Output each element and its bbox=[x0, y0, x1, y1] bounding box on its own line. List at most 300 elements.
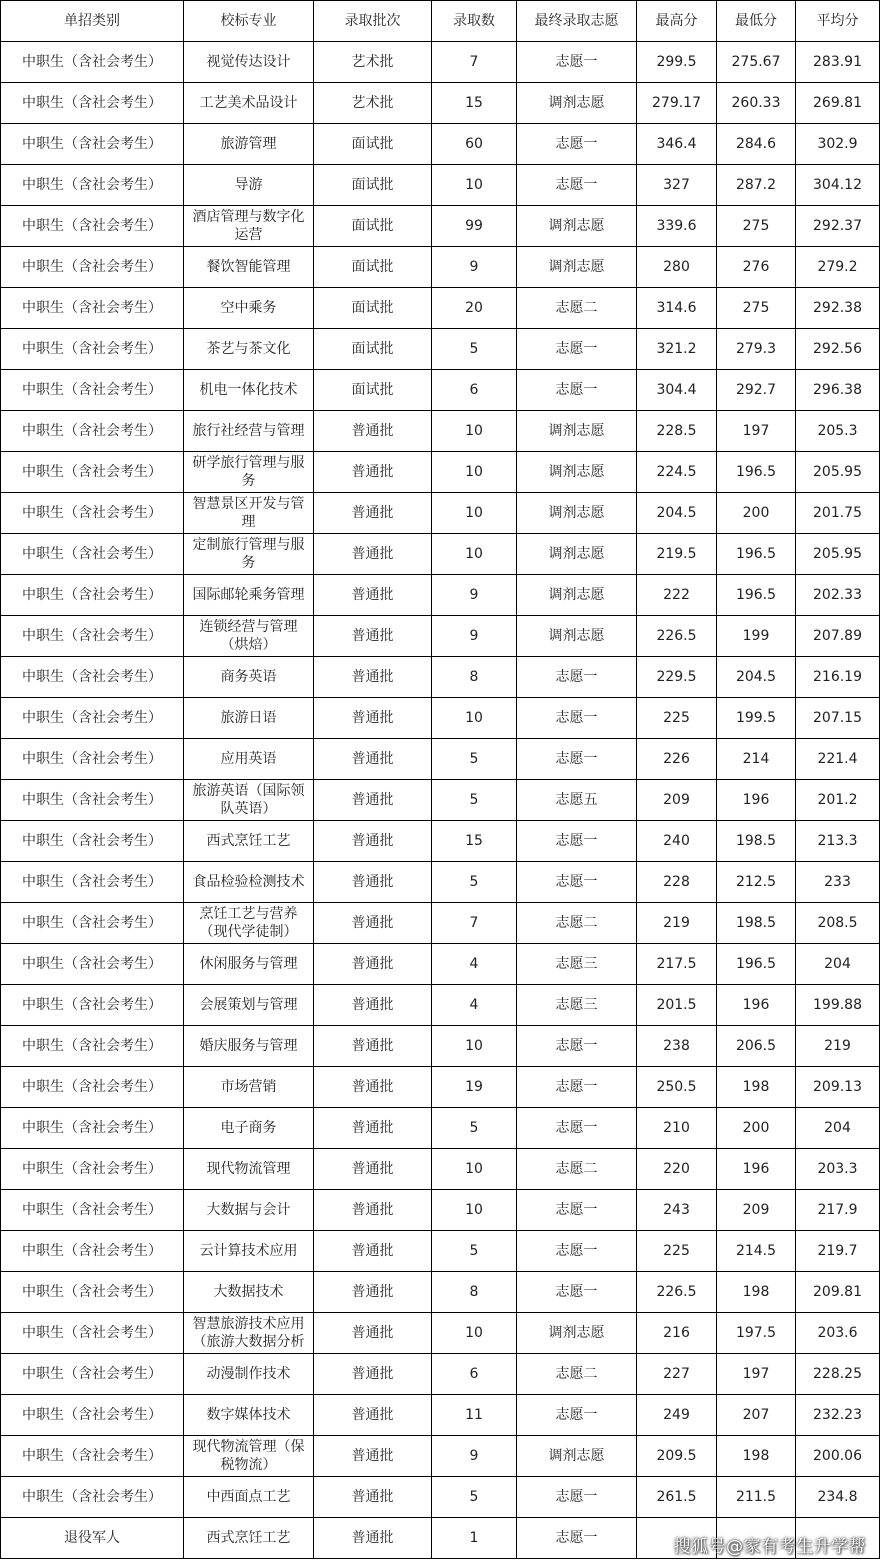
final-choice-cell: 志愿一 bbox=[517, 821, 637, 862]
batch-cell: 普通批 bbox=[314, 1518, 432, 1559]
min-score-cell: 207 bbox=[717, 1395, 796, 1436]
category-cell: 中职生（含社会考生） bbox=[1, 42, 184, 83]
count-cell: 8 bbox=[432, 657, 517, 698]
final-choice-cell: 志愿二 bbox=[517, 288, 637, 329]
category-cell: 中职生（含社会考生） bbox=[1, 247, 184, 288]
header-min-score: 最低分 bbox=[717, 1, 796, 42]
min-score-cell: 276 bbox=[717, 247, 796, 288]
max-score-cell: 224.5 bbox=[637, 452, 717, 493]
min-score-cell: 287.2 bbox=[717, 165, 796, 206]
min-score-cell: 260.33 bbox=[717, 83, 796, 124]
table-row bbox=[1, 165, 880, 206]
count-cell: 5 bbox=[432, 780, 517, 821]
max-score-cell: 227 bbox=[637, 1354, 717, 1395]
category-cell: 中职生（含社会考生） bbox=[1, 534, 184, 575]
batch-cell: 普通批 bbox=[314, 862, 432, 903]
table-row bbox=[1, 739, 880, 780]
major-cell: 云计算技术应用 bbox=[184, 1231, 314, 1272]
final-choice-cell: 调剂志愿 bbox=[517, 616, 637, 657]
max-score-cell: 225 bbox=[637, 1231, 717, 1272]
min-score-cell: 196 bbox=[717, 1149, 796, 1190]
category-cell: 退役军人 bbox=[1, 1518, 184, 1559]
avg-score-cell: 205.3 bbox=[796, 411, 880, 452]
batch-cell: 普通批 bbox=[314, 575, 432, 616]
batch-cell: 普通批 bbox=[314, 698, 432, 739]
count-cell: 5 bbox=[432, 329, 517, 370]
final-choice-cell: 志愿一 bbox=[517, 1477, 637, 1518]
min-score-cell: 196 bbox=[717, 780, 796, 821]
table-row bbox=[1, 657, 880, 698]
batch-cell: 普通批 bbox=[314, 452, 432, 493]
count-cell: 9 bbox=[432, 575, 517, 616]
avg-score-cell: 283.91 bbox=[796, 42, 880, 83]
final-choice-cell: 志愿一 bbox=[517, 1231, 637, 1272]
major-cell: 西式烹饪工艺 bbox=[184, 821, 314, 862]
min-score-cell: 199 bbox=[717, 616, 796, 657]
table-row bbox=[1, 1477, 880, 1518]
category-cell: 中职生（含社会考生） bbox=[1, 780, 184, 821]
category-cell: 中职生（含社会考生） bbox=[1, 452, 184, 493]
table-row bbox=[1, 493, 880, 534]
final-choice-cell: 志愿一 bbox=[517, 165, 637, 206]
count-cell: 10 bbox=[432, 493, 517, 534]
max-score-cell: 222 bbox=[637, 575, 717, 616]
max-score-cell: 228.5 bbox=[637, 411, 717, 452]
final-choice-cell: 调剂志愿 bbox=[517, 534, 637, 575]
major-cell: 国际邮轮乘务管理 bbox=[184, 575, 314, 616]
max-score-cell: 209 bbox=[637, 780, 717, 821]
avg-score-cell: 203.6 bbox=[796, 1313, 880, 1354]
max-score-cell: 217.5 bbox=[637, 944, 717, 985]
major-cell: 导游 bbox=[184, 165, 314, 206]
category-cell: 中职生（含社会考生） bbox=[1, 165, 184, 206]
final-choice-cell: 志愿一 bbox=[517, 1272, 637, 1313]
table-row bbox=[1, 616, 880, 657]
batch-cell: 普通批 bbox=[314, 1436, 432, 1477]
avg-score-cell: 216.19 bbox=[796, 657, 880, 698]
min-score-cell: 196.5 bbox=[717, 452, 796, 493]
table-row bbox=[1, 1190, 880, 1231]
min-score-cell: 196.5 bbox=[717, 575, 796, 616]
max-score-cell: 219 bbox=[637, 903, 717, 944]
count-cell: 5 bbox=[432, 1477, 517, 1518]
batch-cell: 面试批 bbox=[314, 370, 432, 411]
table-row bbox=[1, 985, 880, 1026]
final-choice-cell: 志愿三 bbox=[517, 944, 637, 985]
batch-cell: 普通批 bbox=[314, 1395, 432, 1436]
category-cell: 中职生（含社会考生） bbox=[1, 493, 184, 534]
avg-score-cell: 207.15 bbox=[796, 698, 880, 739]
major-cell: 视觉传达设计 bbox=[184, 42, 314, 83]
avg-score-cell: 292.37 bbox=[796, 206, 880, 247]
table-row bbox=[1, 452, 880, 493]
batch-cell: 普通批 bbox=[314, 1231, 432, 1272]
category-cell: 中职生（含社会考生） bbox=[1, 862, 184, 903]
final-choice-cell: 志愿一 bbox=[517, 1108, 637, 1149]
batch-cell: 面试批 bbox=[314, 329, 432, 370]
final-choice-cell: 调剂志愿 bbox=[517, 206, 637, 247]
batch-cell: 普通批 bbox=[314, 616, 432, 657]
min-score-cell: 284.6 bbox=[717, 124, 796, 165]
count-cell: 15 bbox=[432, 821, 517, 862]
final-choice-cell: 志愿一 bbox=[517, 1026, 637, 1067]
avg-score-cell: 232.23 bbox=[796, 1395, 880, 1436]
table-row bbox=[1, 534, 880, 575]
max-score-cell: 210 bbox=[637, 1108, 717, 1149]
max-score-cell: 204.5 bbox=[637, 493, 717, 534]
max-score-cell: 314.6 bbox=[637, 288, 717, 329]
avg-score-cell: 204 bbox=[796, 1108, 880, 1149]
major-cell: 工艺美术品设计 bbox=[184, 83, 314, 124]
min-score-cell: 214 bbox=[717, 739, 796, 780]
final-choice-cell: 调剂志愿 bbox=[517, 493, 637, 534]
major-cell: 大数据与会计 bbox=[184, 1190, 314, 1231]
category-cell: 中职生（含社会考生） bbox=[1, 575, 184, 616]
min-score-cell: 206.5 bbox=[717, 1026, 796, 1067]
count-cell: 10 bbox=[432, 698, 517, 739]
count-cell: 10 bbox=[432, 1026, 517, 1067]
major-cell: 智慧旅游技术应用（旅游大数据分析 bbox=[184, 1313, 314, 1354]
final-choice-cell: 志愿二 bbox=[517, 1354, 637, 1395]
category-cell: 中职生（含社会考生） bbox=[1, 1026, 184, 1067]
avg-score-cell: 221.4 bbox=[796, 739, 880, 780]
max-score-cell: 299.5 bbox=[637, 42, 717, 83]
max-score-cell: 327 bbox=[637, 165, 717, 206]
min-score-cell: 198 bbox=[717, 1272, 796, 1313]
major-cell: 现代物流管理（保税物流） bbox=[184, 1436, 314, 1477]
min-score-cell: 275.67 bbox=[717, 42, 796, 83]
max-score-cell: 304.4 bbox=[637, 370, 717, 411]
category-cell: 中职生（含社会考生） bbox=[1, 1272, 184, 1313]
table-row bbox=[1, 247, 880, 288]
table-row bbox=[1, 1108, 880, 1149]
batch-cell: 普通批 bbox=[314, 411, 432, 452]
category-cell: 中职生（含社会考生） bbox=[1, 1190, 184, 1231]
category-cell: 中职生（含社会考生） bbox=[1, 370, 184, 411]
max-score-cell: 238 bbox=[637, 1026, 717, 1067]
count-cell: 1 bbox=[432, 1518, 517, 1559]
count-cell: 5 bbox=[432, 1231, 517, 1272]
max-score-cell: 226 bbox=[637, 739, 717, 780]
category-cell: 中职生（含社会考生） bbox=[1, 903, 184, 944]
table-row bbox=[1, 698, 880, 739]
min-score-cell: 196 bbox=[717, 985, 796, 1026]
watermark: 搜狐号@家有考生升学帮 bbox=[673, 1537, 866, 1557]
category-cell: 中职生（含社会考生） bbox=[1, 83, 184, 124]
category-cell: 中职生（含社会考生） bbox=[1, 329, 184, 370]
final-choice-cell: 调剂志愿 bbox=[517, 1313, 637, 1354]
min-score-cell: 200 bbox=[717, 493, 796, 534]
category-cell: 中职生（含社会考生） bbox=[1, 1067, 184, 1108]
final-choice-cell: 志愿一 bbox=[517, 739, 637, 780]
avg-score-cell: 217.9 bbox=[796, 1190, 880, 1231]
header-major: 校标专业 bbox=[184, 1, 314, 42]
major-cell: 会展策划与管理 bbox=[184, 985, 314, 1026]
batch-cell: 普通批 bbox=[314, 739, 432, 780]
final-choice-cell: 调剂志愿 bbox=[517, 247, 637, 288]
table-row bbox=[1, 124, 880, 165]
category-cell: 中职生（含社会考生） bbox=[1, 1149, 184, 1190]
batch-cell: 面试批 bbox=[314, 165, 432, 206]
min-score-cell: 204.5 bbox=[717, 657, 796, 698]
table-row bbox=[1, 1231, 880, 1272]
min-score-cell: 275 bbox=[717, 206, 796, 247]
major-cell: 婚庆服务与管理 bbox=[184, 1026, 314, 1067]
table-row bbox=[1, 411, 880, 452]
table-row bbox=[1, 288, 880, 329]
batch-cell: 艺术批 bbox=[314, 42, 432, 83]
category-cell: 中职生（含社会考生） bbox=[1, 1395, 184, 1436]
count-cell: 8 bbox=[432, 1272, 517, 1313]
max-score-cell: 346.4 bbox=[637, 124, 717, 165]
max-score-cell: 261.5 bbox=[637, 1477, 717, 1518]
final-choice-cell: 志愿一 bbox=[517, 370, 637, 411]
count-cell: 7 bbox=[432, 903, 517, 944]
major-cell: 动漫制作技术 bbox=[184, 1354, 314, 1395]
major-cell: 旅游英语（国际领队英语） bbox=[184, 780, 314, 821]
batch-cell: 普通批 bbox=[314, 1026, 432, 1067]
final-choice-cell: 调剂志愿 bbox=[517, 411, 637, 452]
min-score-cell: 197.5 bbox=[717, 1313, 796, 1354]
avg-score-cell: 279.2 bbox=[796, 247, 880, 288]
count-cell: 5 bbox=[432, 1108, 517, 1149]
count-cell: 5 bbox=[432, 862, 517, 903]
batch-cell: 艺术批 bbox=[314, 83, 432, 124]
batch-cell: 普通批 bbox=[314, 780, 432, 821]
header-max-score: 最高分 bbox=[637, 1, 717, 42]
major-cell: 智慧景区开发与管理 bbox=[184, 493, 314, 534]
major-cell: 数字媒体技术 bbox=[184, 1395, 314, 1436]
table-row bbox=[1, 83, 880, 124]
max-score-cell: 201.5 bbox=[637, 985, 717, 1026]
max-score-cell: 226.5 bbox=[637, 1272, 717, 1313]
max-score-cell: 339.6 bbox=[637, 206, 717, 247]
major-cell: 旅游管理 bbox=[184, 124, 314, 165]
major-cell: 市场营销 bbox=[184, 1067, 314, 1108]
count-cell: 10 bbox=[432, 534, 517, 575]
major-cell: 大数据技术 bbox=[184, 1272, 314, 1313]
major-cell: 应用英语 bbox=[184, 739, 314, 780]
table-row bbox=[1, 1272, 880, 1313]
major-cell: 食品检验检测技术 bbox=[184, 862, 314, 903]
avg-score-cell: 205.95 bbox=[796, 534, 880, 575]
avg-score-cell: 209.81 bbox=[796, 1272, 880, 1313]
table-row bbox=[1, 329, 880, 370]
table-row bbox=[1, 1354, 880, 1395]
category-cell: 中职生（含社会考生） bbox=[1, 206, 184, 247]
avg-score-cell: 203.3 bbox=[796, 1149, 880, 1190]
batch-cell: 普通批 bbox=[314, 1108, 432, 1149]
table-row bbox=[1, 206, 880, 247]
max-score-cell: 209.5 bbox=[637, 1436, 717, 1477]
batch-cell: 面试批 bbox=[314, 206, 432, 247]
header-avg-score: 平均分 bbox=[796, 1, 880, 42]
final-choice-cell: 志愿五 bbox=[517, 780, 637, 821]
batch-cell: 普通批 bbox=[314, 821, 432, 862]
min-score-cell: 209 bbox=[717, 1190, 796, 1231]
max-score-cell: 225 bbox=[637, 698, 717, 739]
min-score-cell: 199.5 bbox=[717, 698, 796, 739]
table-row bbox=[1, 575, 880, 616]
count-cell: 60 bbox=[432, 124, 517, 165]
min-score-cell: 279.3 bbox=[717, 329, 796, 370]
avg-score-cell: 207.89 bbox=[796, 616, 880, 657]
avg-score-cell: 201.75 bbox=[796, 493, 880, 534]
max-score-cell: 250.5 bbox=[637, 1067, 717, 1108]
final-choice-cell: 志愿二 bbox=[517, 903, 637, 944]
avg-score-cell: 233 bbox=[796, 862, 880, 903]
category-cell: 中职生（含社会考生） bbox=[1, 1477, 184, 1518]
category-cell: 中职生（含社会考生） bbox=[1, 944, 184, 985]
final-choice-cell: 志愿一 bbox=[517, 42, 637, 83]
max-score-cell: 216 bbox=[637, 1313, 717, 1354]
final-choice-cell: 调剂志愿 bbox=[517, 83, 637, 124]
min-score-cell: 197 bbox=[717, 411, 796, 452]
major-cell: 中西面点工艺 bbox=[184, 1477, 314, 1518]
avg-score-cell: 302.9 bbox=[796, 124, 880, 165]
table-row bbox=[1, 1149, 880, 1190]
min-score-cell: 196.5 bbox=[717, 534, 796, 575]
avg-score-cell: 304.12 bbox=[796, 165, 880, 206]
category-cell: 中职生（含社会考生） bbox=[1, 1436, 184, 1477]
major-cell: 电子商务 bbox=[184, 1108, 314, 1149]
count-cell: 10 bbox=[432, 1313, 517, 1354]
batch-cell: 面试批 bbox=[314, 288, 432, 329]
major-cell: 机电一体化技术 bbox=[184, 370, 314, 411]
avg-score-cell: 199.88 bbox=[796, 985, 880, 1026]
final-choice-cell: 调剂志愿 bbox=[517, 452, 637, 493]
category-cell: 中职生（含社会考生） bbox=[1, 698, 184, 739]
batch-cell: 普通批 bbox=[314, 985, 432, 1026]
category-cell: 中职生（含社会考生） bbox=[1, 1354, 184, 1395]
table-row bbox=[1, 821, 880, 862]
major-cell: 商务英语 bbox=[184, 657, 314, 698]
category-cell: 中职生（含社会考生） bbox=[1, 288, 184, 329]
final-choice-cell: 志愿一 bbox=[517, 329, 637, 370]
count-cell: 11 bbox=[432, 1395, 517, 1436]
major-cell: 连锁经营与管理（烘焙） bbox=[184, 616, 314, 657]
count-cell: 10 bbox=[432, 411, 517, 452]
batch-cell: 普通批 bbox=[314, 1067, 432, 1108]
batch-cell: 普通批 bbox=[314, 1477, 432, 1518]
final-choice-cell: 志愿一 bbox=[517, 698, 637, 739]
major-cell: 烹饪工艺与营养（现代学徒制） bbox=[184, 903, 314, 944]
min-score-cell: 196.5 bbox=[717, 944, 796, 985]
final-choice-cell: 志愿一 bbox=[517, 1190, 637, 1231]
max-score-cell: 240 bbox=[637, 821, 717, 862]
count-cell: 9 bbox=[432, 1436, 517, 1477]
table-row bbox=[1, 1026, 880, 1067]
max-score-cell: 219.5 bbox=[637, 534, 717, 575]
final-choice-cell: 志愿二 bbox=[517, 1149, 637, 1190]
table-row bbox=[1, 862, 880, 903]
avg-score-cell: 208.5 bbox=[796, 903, 880, 944]
max-score-cell: 249 bbox=[637, 1395, 717, 1436]
min-score-cell: 211.5 bbox=[717, 1477, 796, 1518]
category-cell: 中职生（含社会考生） bbox=[1, 1313, 184, 1354]
avg-score-cell: 219 bbox=[796, 1026, 880, 1067]
avg-score-cell: 228.25 bbox=[796, 1354, 880, 1395]
major-cell: 西式烹饪工艺 bbox=[184, 1518, 314, 1559]
min-score-cell: 275 bbox=[717, 288, 796, 329]
max-score-cell: 243 bbox=[637, 1190, 717, 1231]
count-cell: 5 bbox=[432, 739, 517, 780]
batch-cell: 普通批 bbox=[314, 1149, 432, 1190]
batch-cell: 普通批 bbox=[314, 534, 432, 575]
max-score-cell: 228 bbox=[637, 862, 717, 903]
avg-score-cell: 292.38 bbox=[796, 288, 880, 329]
batch-cell: 普通批 bbox=[314, 493, 432, 534]
major-cell: 旅行社经营与管理 bbox=[184, 411, 314, 452]
max-score-cell: 229.5 bbox=[637, 657, 717, 698]
count-cell: 9 bbox=[432, 247, 517, 288]
count-cell: 10 bbox=[432, 1190, 517, 1231]
avg-score-cell: 213.3 bbox=[796, 821, 880, 862]
batch-cell: 普通批 bbox=[314, 903, 432, 944]
final-choice-cell: 调剂志愿 bbox=[517, 575, 637, 616]
min-score-cell: 214.5 bbox=[717, 1231, 796, 1272]
table-row bbox=[1, 780, 880, 821]
final-choice-cell: 志愿一 bbox=[517, 124, 637, 165]
min-score-cell: 212.5 bbox=[717, 862, 796, 903]
major-cell: 酒店管理与数字化运营 bbox=[184, 206, 314, 247]
category-cell: 中职生（含社会考生） bbox=[1, 739, 184, 780]
major-cell: 餐饮智能管理 bbox=[184, 247, 314, 288]
max-score-cell: 220 bbox=[637, 1149, 717, 1190]
table-header-row bbox=[1, 1, 880, 42]
major-cell: 旅游日语 bbox=[184, 698, 314, 739]
table-row bbox=[1, 1395, 880, 1436]
max-score-cell: 279.17 bbox=[637, 83, 717, 124]
batch-cell: 普通批 bbox=[314, 1313, 432, 1354]
avg-score-cell: 204 bbox=[796, 944, 880, 985]
table-row bbox=[1, 1313, 880, 1354]
category-cell: 中职生（含社会考生） bbox=[1, 1231, 184, 1272]
max-score-cell: 321.2 bbox=[637, 329, 717, 370]
batch-cell: 面试批 bbox=[314, 247, 432, 288]
min-score-cell: 200 bbox=[717, 1108, 796, 1149]
major-cell: 休闲服务与管理 bbox=[184, 944, 314, 985]
table-row bbox=[1, 903, 880, 944]
avg-score-cell: 234.8 bbox=[796, 1477, 880, 1518]
final-choice-cell: 志愿一 bbox=[517, 1395, 637, 1436]
category-cell: 中职生（含社会考生） bbox=[1, 657, 184, 698]
min-score-cell: 198 bbox=[717, 1067, 796, 1108]
count-cell: 10 bbox=[432, 165, 517, 206]
avg-score-cell: 201.2 bbox=[796, 780, 880, 821]
final-choice-cell: 志愿三 bbox=[517, 985, 637, 1026]
count-cell: 4 bbox=[432, 944, 517, 985]
count-cell: 19 bbox=[432, 1067, 517, 1108]
header-batch: 录取批次 bbox=[314, 1, 432, 42]
avg-score-cell: 219.7 bbox=[796, 1231, 880, 1272]
category-cell: 中职生（含社会考生） bbox=[1, 124, 184, 165]
table-row bbox=[1, 42, 880, 83]
count-cell: 10 bbox=[432, 1149, 517, 1190]
category-cell: 中职生（含社会考生） bbox=[1, 1108, 184, 1149]
count-cell: 15 bbox=[432, 83, 517, 124]
avg-score-cell: 202.33 bbox=[796, 575, 880, 616]
header-category: 单招类别 bbox=[1, 1, 184, 42]
count-cell: 20 bbox=[432, 288, 517, 329]
table-row bbox=[1, 1067, 880, 1108]
avg-score-cell: 269.81 bbox=[796, 83, 880, 124]
batch-cell: 普通批 bbox=[314, 657, 432, 698]
min-score-cell: 197 bbox=[717, 1354, 796, 1395]
table-row bbox=[1, 1436, 880, 1477]
min-score-cell: 198 bbox=[717, 1436, 796, 1477]
category-cell: 中职生（含社会考生） bbox=[1, 821, 184, 862]
